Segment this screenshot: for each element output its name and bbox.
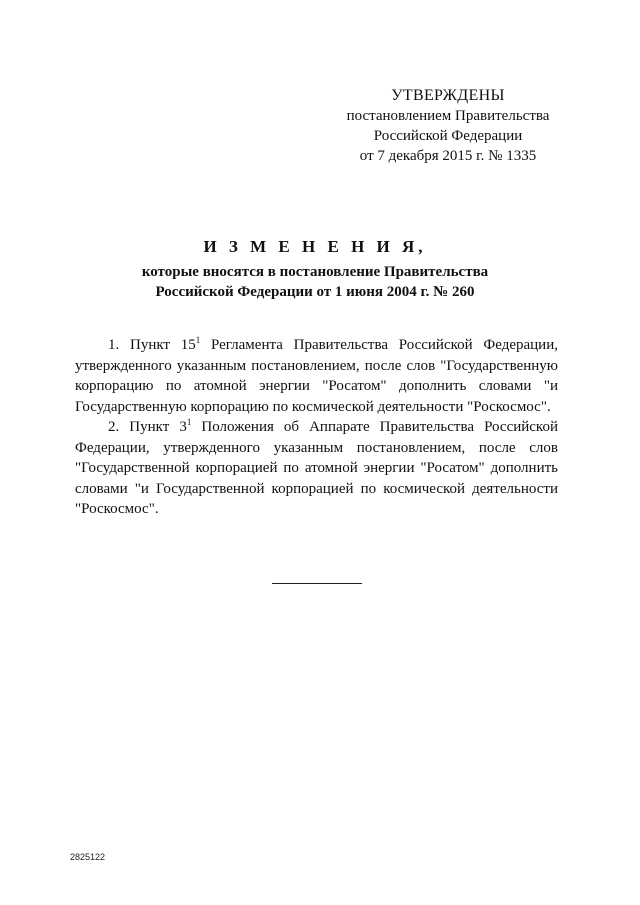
paragraph-2-prefix: 2. Пункт 3 <box>108 419 187 435</box>
paragraph-1-text: Регламента Правительства Российской Федерации, утвержденного указанным постановлением, после слов "Государственную корпорацию по атомной энергии "Росатом" дополнить словами "и Государственную корпорацию по космической деятельности "Роскосмос". <box>75 337 558 415</box>
document-subtitle <box>60 262 570 302</box>
document-body <box>75 335 558 520</box>
paragraph-2-superscript: 1 <box>186 417 192 427</box>
paragraph-2-text: Положения об Аппарате Правительства Российской Федерации, утвержденного указанным постановлением, после слов "Государственной корпорацией по атомной энергии "Росатом" дополнить словами "и Государственной корпорацией по космической деятельности "Роскосмос". <box>75 419 558 517</box>
subtitle-line-2: Российской Федерации от 1 июня 2004 г. № 260 <box>155 284 475 300</box>
document-code: 2825122 <box>70 852 106 862</box>
document-heading <box>60 236 570 302</box>
paragraph-2 <box>75 417 558 520</box>
approval-line-2: Российской Федерации <box>373 128 523 144</box>
approval-line-3: от 7 декабря 2015 г. № 1335 <box>359 148 537 164</box>
approval-block <box>330 86 566 166</box>
paragraph-1 <box>75 335 558 417</box>
approval-heading: УТВЕРЖДЕНЫ <box>391 87 505 104</box>
document-title: И З М Е Н Е Н И Я, <box>203 237 427 256</box>
end-separator-line <box>272 583 362 584</box>
paragraph-1-prefix: 1. Пункт 15 <box>108 337 196 353</box>
subtitle-line-1: которые вносятся в постановление Правительства <box>141 264 489 280</box>
paragraph-1-superscript: 1 <box>195 335 201 345</box>
approval-line-1: постановлением Правительства <box>346 108 550 124</box>
